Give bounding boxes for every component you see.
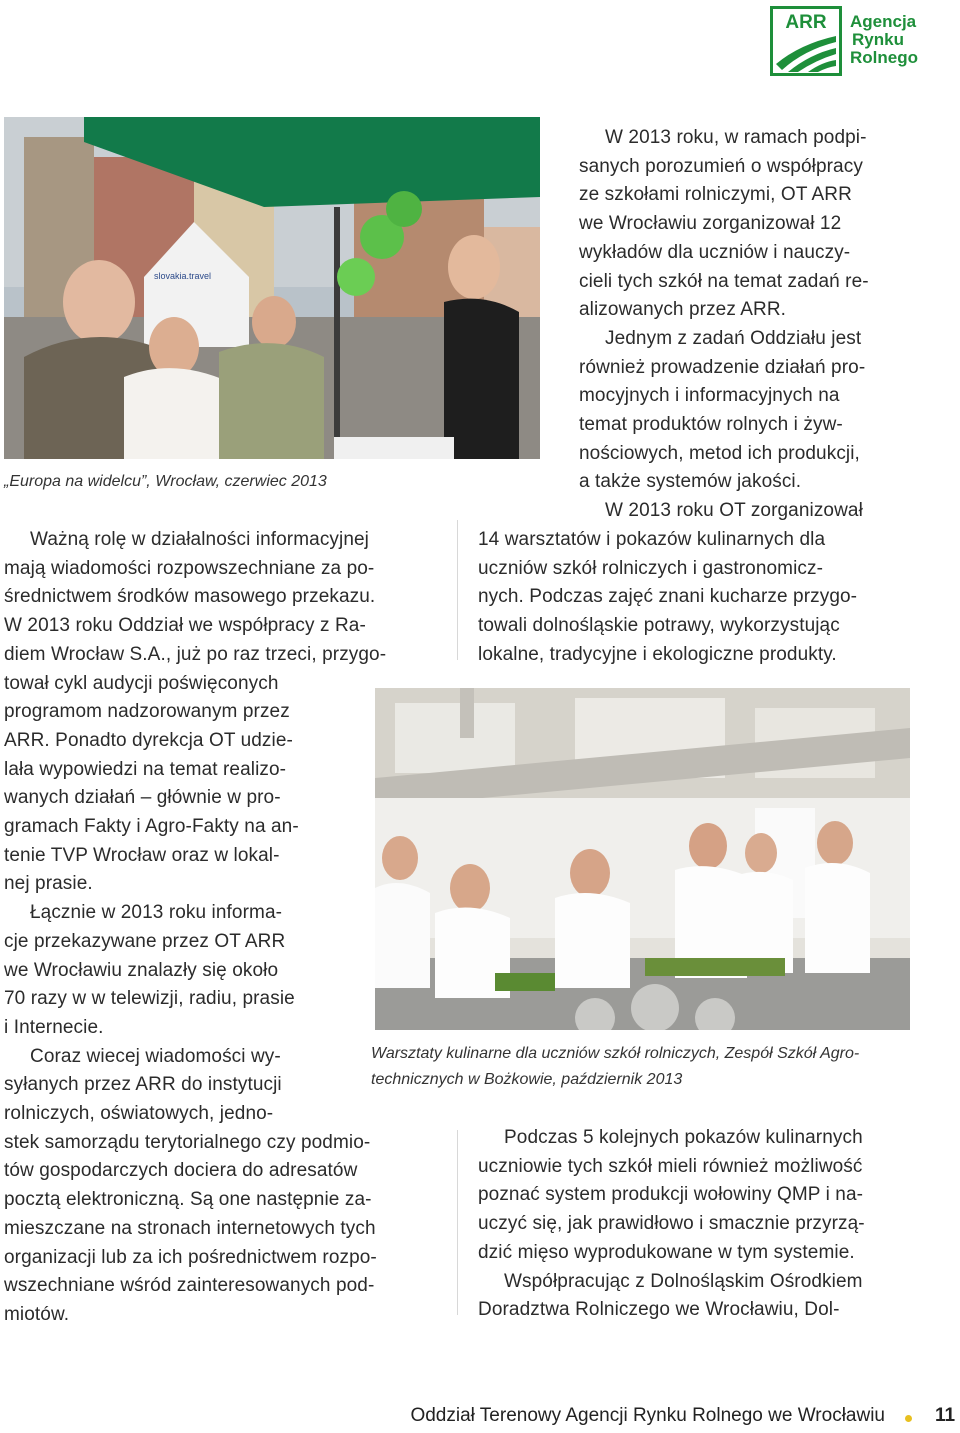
text-line: Jednym z zadań Oddziału jest xyxy=(605,327,862,349)
text-line: Współpracując z Dolnośląskim Ośrodkiem xyxy=(504,1270,863,1292)
text-line: nych. Podczas zajęć znani kucharze przygo- xyxy=(478,586,858,608)
text-line: temat produktów rolnych i żyw- xyxy=(579,414,843,436)
text-line: alizowanych przez ARR. xyxy=(579,299,787,321)
column-divider xyxy=(457,520,458,660)
logo-word: Agencja xyxy=(850,12,917,31)
text-line: W 2013 roku Oddział we współpracy z Ra- xyxy=(4,615,366,637)
caption-line: Warsztaty kulinarne dla uczniów szkół rolniczych, Zespół Szkół Agro- xyxy=(371,1045,860,1062)
text-line: nej prasie. xyxy=(4,873,93,895)
page-number: 11 xyxy=(935,1405,956,1426)
text-line: a także systemów jakości. xyxy=(579,471,802,493)
text-line: 70 razy w w telewizji, radiu, prasie xyxy=(4,988,295,1010)
text-line: Coraz wiecej wiadomości wy- xyxy=(30,1045,281,1067)
text-line: Podczas 5 kolejnych pokazów kulinarnych xyxy=(504,1127,863,1148)
right-column-bottom xyxy=(478,1124,910,1325)
text-line: uczniów szkół rolniczych i gastronomicz- xyxy=(478,557,824,579)
text-line: cje przekazywane przez OT ARR xyxy=(4,930,286,952)
text-line: organizacji lub za ich pośrednictwem rozpo- xyxy=(4,1246,377,1268)
text-line: miotów. xyxy=(4,1303,70,1325)
text-line: uczyć się, jak prawidłowo i smacznie przyrzą- xyxy=(478,1213,865,1235)
text-line: mieszczane na stronach internetowych tych xyxy=(4,1217,376,1239)
arr-logo xyxy=(770,6,950,76)
right-column-wide xyxy=(478,526,910,670)
left-column xyxy=(4,526,437,1330)
text-line: i Internecie. xyxy=(4,1016,104,1038)
text-line: pocztą elektroniczną. Są one następnie za- xyxy=(4,1189,372,1211)
text-line: lała wypowiedzi na temat realizo- xyxy=(4,758,287,780)
logo-word: Rolnego xyxy=(850,48,918,67)
right-column-top xyxy=(579,124,910,526)
logo-word: Rynku xyxy=(852,30,904,49)
caption-line: technicznych w Bożkowie, październik 2013 xyxy=(371,1071,683,1088)
text-line: ARR. Ponadto dyrekcja OT udzie- xyxy=(4,729,293,751)
text-line: syłanych przez ARR do instytucji xyxy=(4,1074,282,1096)
text-line: uczniowie tych szkół mieli również możliwość xyxy=(478,1155,863,1177)
text-line: towali dolnośląskie potrawy, wykorzystując xyxy=(478,615,840,637)
text-line: sanych porozumień o współpracy xyxy=(579,155,863,177)
text-line: średnictwem środków masowego przekazu. xyxy=(4,586,376,608)
text-line: ze szkołami rolniczymi, OT ARR xyxy=(579,184,852,206)
text-line: nościowych, metod ich produkcji, xyxy=(579,442,860,464)
text-line: W 2013 roku OT zorganizował xyxy=(605,500,863,522)
text-line: we Wrocławiu znalazły się około xyxy=(4,959,279,981)
text-line: W 2013 roku, w ramach podpi- xyxy=(605,127,867,148)
text-line: poznać system produkcji wołowiny QMP i na- xyxy=(478,1184,864,1206)
logo-mark-text: ARR xyxy=(785,12,827,33)
text-line: tował cykl audycji poświęconych xyxy=(4,672,279,694)
text-line: dzić mięso wyprodukowane w tym systemie. xyxy=(478,1241,855,1263)
text-line: we Wrocławiu zorganizował 12 xyxy=(579,213,842,235)
text-line: również prowadzenie działań pro- xyxy=(579,356,866,378)
text-line: tów gospodarczych dociera do adresatów xyxy=(4,1160,358,1182)
text-line: cieli tych szkół na temat zadań re- xyxy=(579,270,869,292)
page-footer xyxy=(0,1401,960,1433)
photo-europa-na-widelcu xyxy=(4,117,540,459)
text-line: wykładów dla uczniów i nauczy- xyxy=(579,241,851,263)
text-line: Łącznie w 2013 roku informa- xyxy=(30,902,283,924)
logo-wordmark xyxy=(850,13,918,67)
photo-europa-caption: „Europa na widelcu”, Wrocław, czerwiec 2013 xyxy=(4,473,327,490)
text-line: tenie TVP Wrocław oraz w lokal- xyxy=(4,844,280,866)
text-line: rolniczych, oświatowych, jedno- xyxy=(4,1103,274,1125)
text-line: gramach Fakty i Agro-Fakty na an- xyxy=(4,816,299,838)
text-line: programom nadzorowanym przez xyxy=(4,701,290,723)
text-line: 14 warsztatów i pokazów kulinarnych dla xyxy=(478,529,826,550)
photo-sign-text: slovakia.travel xyxy=(154,271,212,281)
text-line: mocyjnych i informacyjnych na xyxy=(579,385,840,407)
text-line: diem Wrocław S.A., już po raz trzeci, przygo- xyxy=(4,643,387,665)
footer-bullet-icon xyxy=(905,1415,912,1422)
text-line: Ważną rolę w działalności informacyjnej xyxy=(30,529,369,550)
photo-warsztaty-caption xyxy=(371,1041,911,1093)
text-line: Doradztwa Rolniczego we Wrocławiu, Dol- xyxy=(478,1299,840,1321)
photo-warsztaty-kulinarne xyxy=(375,688,910,1030)
text-line: stek samorządu terytorialnego czy podmio- xyxy=(4,1131,371,1153)
arr-logo-mark xyxy=(770,6,842,76)
column-divider xyxy=(457,1130,458,1315)
text-line: wszechniane wśród zainteresowanych pod- xyxy=(4,1275,375,1297)
text-line: wanych działań – głównie w pro- xyxy=(4,787,281,809)
footer-title: Oddział Terenowy Agencji Rynku Rolnego we Wrocławiu xyxy=(410,1405,885,1426)
text-line: mają wiadomości rozpowszechniane za po- xyxy=(4,557,375,579)
text-line: lokalne, tradycyjne i ekologiczne produkty. xyxy=(478,643,837,665)
